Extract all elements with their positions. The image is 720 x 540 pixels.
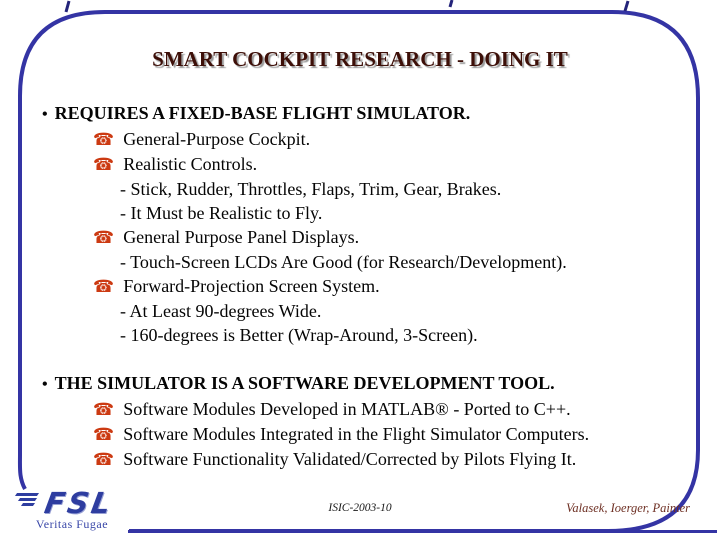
top-tick-mark [625, 1, 628, 11]
phone-bullet-line [42, 152, 700, 177]
line-text: General-Purpose Cockpit. [123, 129, 311, 149]
logo-tagline: Veritas Fugae [35, 517, 109, 531]
dash-sub-line [42, 299, 700, 323]
phone-bullet-line [42, 225, 700, 250]
line-text: General Purpose Panel Displays. [123, 227, 360, 247]
line-text: - 160-degrees is Better (Wrap-Around, 3-Screen). [120, 325, 478, 345]
line-text: Software Functionality Validated/Corrected by Pilots Flying It. [123, 449, 577, 469]
top-tick-mark [450, 0, 452, 7]
fsl-logo-text: FSL [41, 486, 117, 520]
phone-bullet-line [42, 397, 700, 422]
slide-title: SMART COCKPIT RESEARCH - DOING IT [152, 47, 568, 71]
bullet-icon: • [42, 376, 48, 393]
telephone-icon: ☎ [93, 450, 115, 470]
line-text: - It Must be Realistic to Fly. [120, 203, 323, 223]
line-text: - Stick, Rudder, Throttles, Flaps, Trim, Gear, Brakes. [120, 179, 502, 199]
line-text: - Touch-Screen LCDs Are Good (for Research/Development). [120, 252, 567, 272]
section-heading-text: REQUIRES A FIXED-BASE FLIGHT SIMULATOR. [54, 103, 471, 123]
content [42, 101, 700, 472]
telephone-icon: ☎ [93, 155, 115, 175]
section-heading [42, 101, 700, 127]
phone-bullet-line [42, 422, 700, 447]
telephone-icon: ☎ [93, 425, 115, 445]
footer-slide-id: ISIC-2003-10 [328, 502, 392, 514]
telephone-icon: ☎ [93, 277, 115, 297]
line-text: Software Modules Integrated in the Flight Simulator Computers. [123, 424, 590, 444]
footer-rule [128, 530, 717, 533]
bullet-section [42, 101, 700, 347]
telephone-icon: ☎ [93, 400, 115, 420]
dash-sub-line [42, 201, 700, 225]
phone-bullet-line [42, 274, 700, 299]
telephone-icon: ☎ [93, 130, 115, 150]
phone-bullet-line [42, 127, 700, 152]
dash-sub-line [42, 250, 700, 274]
section-heading [42, 371, 700, 397]
line-text: Forward-Projection Screen System. [123, 276, 380, 296]
telephone-icon: ☎ [93, 228, 115, 248]
section-heading-text: THE SIMULATOR IS A SOFTWARE DEVELOPMENT TOOL. [54, 373, 555, 393]
bullet-section [42, 371, 700, 472]
footer-authors: Valasek, Ioerger, Painter [566, 501, 690, 515]
dash-sub-line [42, 177, 700, 201]
phone-bullet-line [42, 447, 700, 472]
bullet-icon: • [42, 106, 48, 123]
line-text: - At Least 90-degrees Wide. [120, 301, 322, 321]
line-text: Realistic Controls. [123, 154, 258, 174]
line-text: Software Modules Developed in MATLAB® - Ported to C++. [123, 399, 571, 419]
dash-sub-line [42, 323, 700, 347]
top-tick-mark [66, 1, 69, 12]
